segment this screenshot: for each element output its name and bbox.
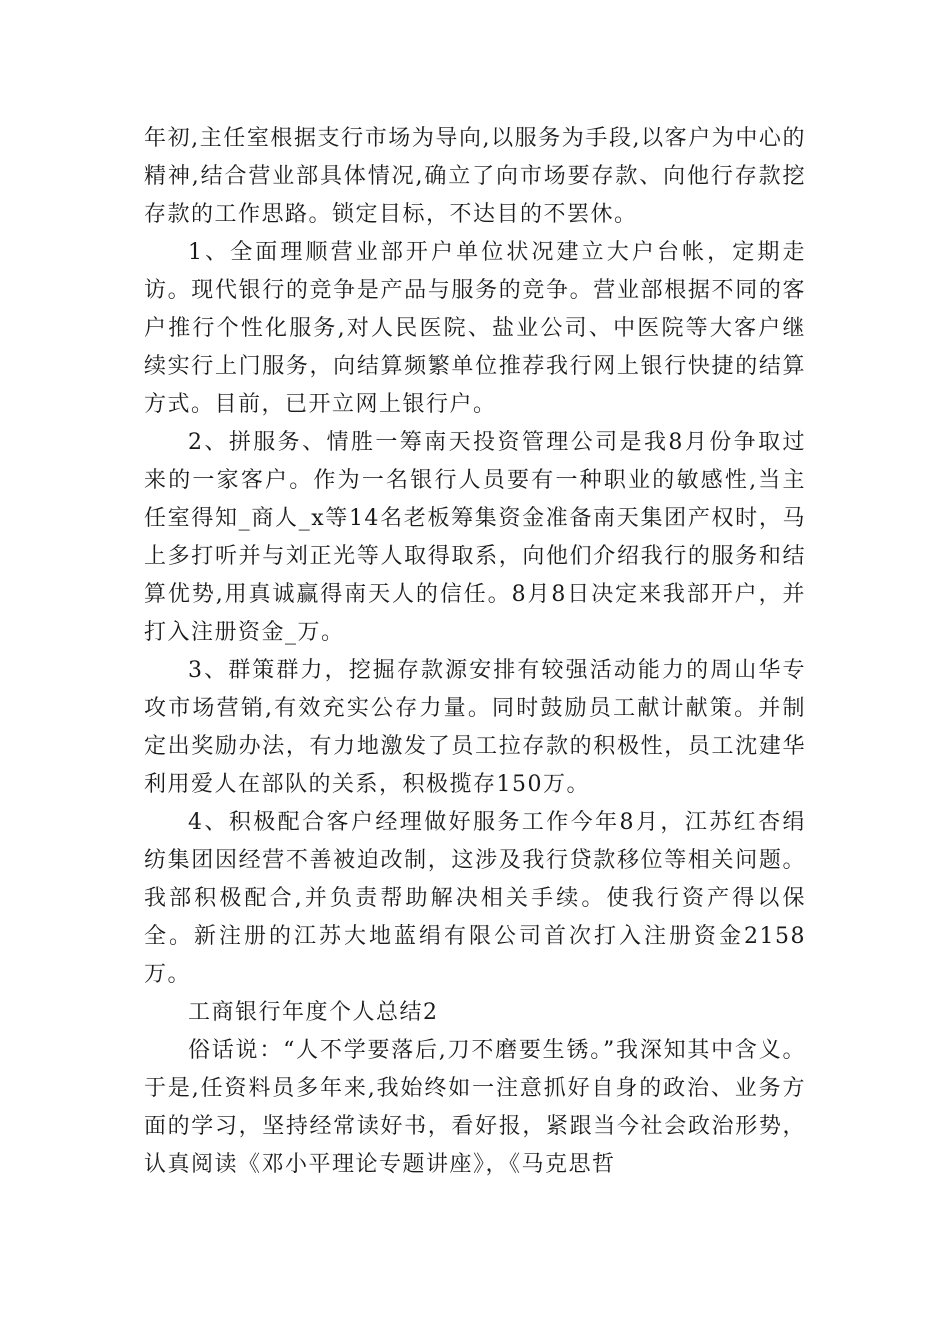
paragraph-intro: 年初,主任室根据支行市场为导向,以服务为手段,以客户为中心的精神,结合营业部具体情况,确立了向市场要存款、向他行存款挖存款的工作思路。锁定目标，不达目的不罢休。 (144, 126, 806, 227)
paragraph-item-4: 4、积极配合客户经理做好服务工作今年8月，江苏红杏绢纺集团因经营不善被迫改制，这涉及我行贷款移位等相关问题。我部积极配合,并负责帮助解决相关手续。使我行资产得以保全。新注册的江苏大地蓝绢有限公司首次打入注册资金2158万。 (144, 810, 806, 987)
document-page (144, 120, 806, 1184)
paragraph-item-2: 2、拼服务、情胜一筹南天投资管理公司是我8月份争取过来的一家客户。作为一名银行人员要有一种职业的敏感性,当主任室得知_商人_x等14名老板筹集资金准备南天集团产权时，马上多打听并与刘正光等人取得取系，向他们介绍我行的服务和结算优势,用真诚赢得南天人的信任。8月8日决定来我部开户，并打入注册资金_万。 (144, 430, 806, 645)
paragraph-section-2-body: 俗话说：“人不学要落后,刀不磨要生锈。”我深知其中含义。于是,任资料员多年来,我始终如一注意抓好自身的政治、业务方面的学习，坚持经常读好书，看好报，紧跟当今社会政治形势，认真阅读《邓小平理论专题讲座》，《马克思哲 (144, 1038, 806, 1177)
paragraph-item-3: 3、群策群力，挖掘存款源安排有较强活动能力的周山华专攻市场营销,有效充实公存力量。同时鼓励员工献计献策。并制定出奖励办法，有力地激发了员工拉存款的积极性，员工沈建华利用爱人在部队的关系，积极揽存150万。 (144, 658, 806, 797)
paragraph-item-1: 1、全面理顺营业部开户单位状况建立大户台帐，定期走访。现代银行的竞争是产品与服务的竞争。营业部根据不同的客户推行个性化服务,对人民医院、盐业公司、中医院等大客户继续实行上门服务，向结算频繁单位推荐我行网上银行快捷的结算方式。目前，已开立网上银行户。 (144, 240, 806, 417)
section-heading: 工商银行年度个人总结2 (188, 1000, 439, 1025)
